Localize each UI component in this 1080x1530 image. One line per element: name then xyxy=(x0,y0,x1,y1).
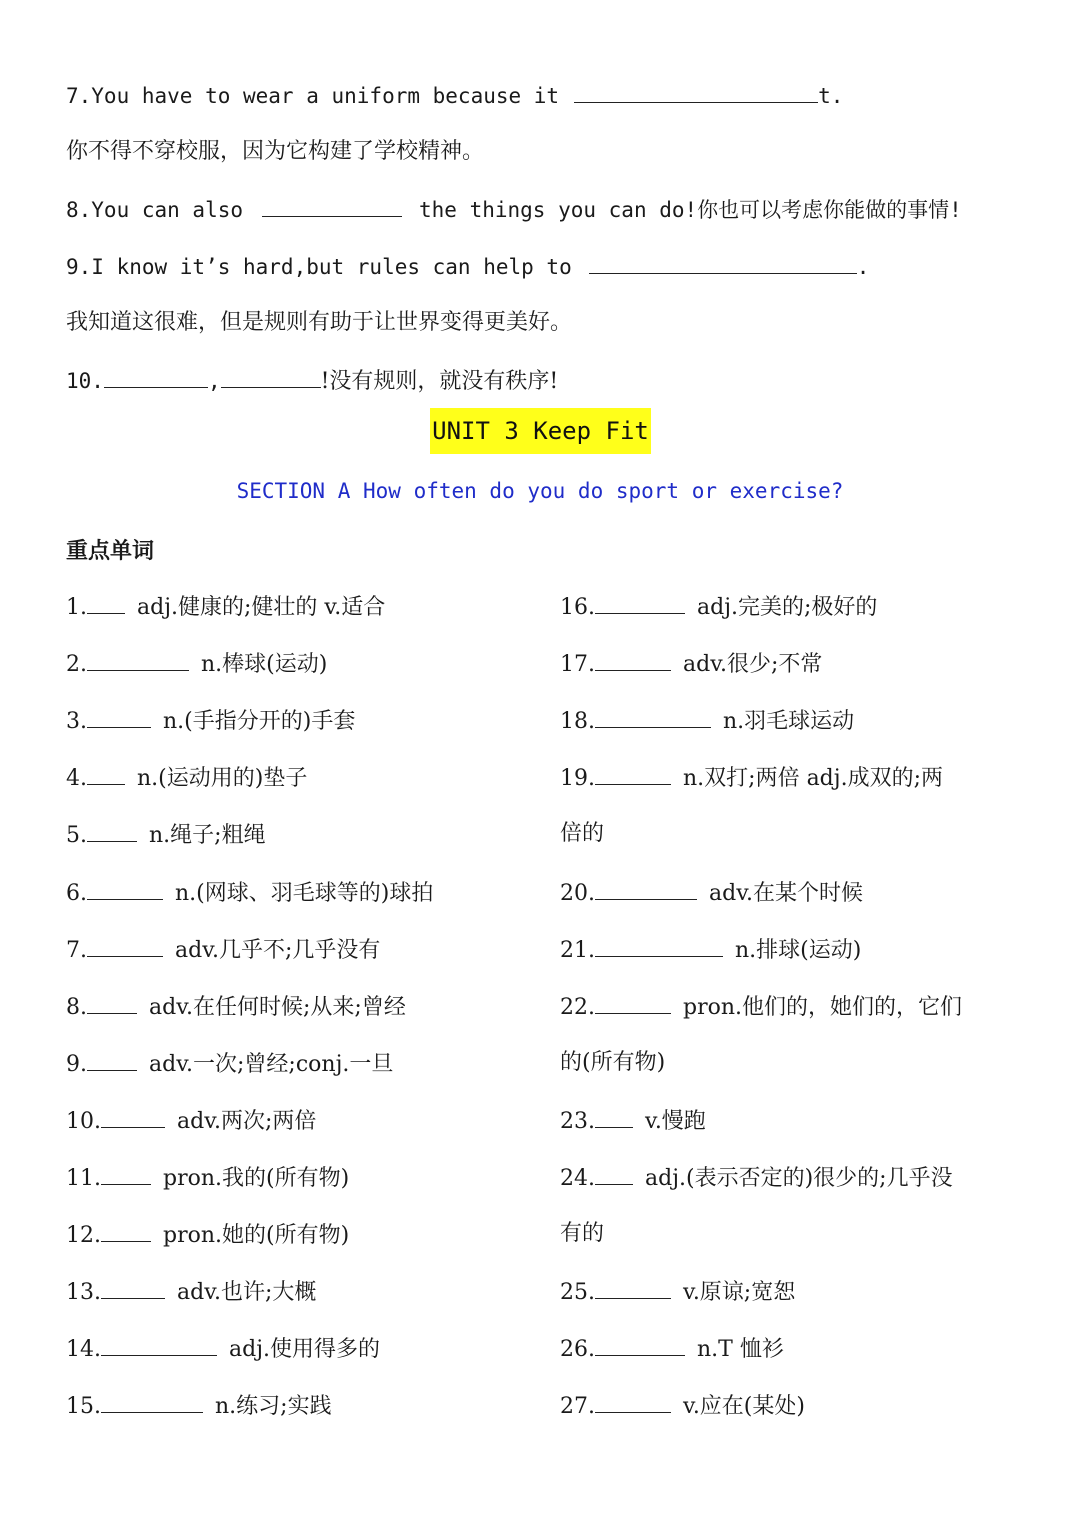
vocab-number: 1. xyxy=(66,595,87,620)
vocab-definition: v.应在(某处) xyxy=(683,1394,805,1420)
sentence-7 xyxy=(66,80,843,112)
vocab-item xyxy=(560,1276,795,1308)
vocab-item xyxy=(560,934,861,966)
vocab-number: 21. xyxy=(560,937,595,963)
vocab-item xyxy=(560,1105,706,1137)
answer-blank[interactable] xyxy=(595,1390,671,1413)
vocab-number: 11. xyxy=(66,1166,101,1191)
vocab-item xyxy=(66,1048,393,1080)
vocab-number: 18. xyxy=(560,709,595,735)
vocab-number: 13. xyxy=(66,1280,101,1306)
vocab-number: 19. xyxy=(560,766,595,792)
vocab-item xyxy=(560,877,863,909)
vocab-item xyxy=(66,1219,349,1251)
sentence-10 xyxy=(66,365,558,397)
vocab-definition: pron.他们的，她们的，它们 xyxy=(683,994,963,1020)
answer-blank[interactable] xyxy=(101,1276,165,1299)
vocab-item xyxy=(66,1162,349,1194)
vocab-number: 5. xyxy=(66,823,87,849)
vocab-item xyxy=(66,819,266,851)
vocab-item xyxy=(560,705,854,737)
vocab-heading: 重点单词 xyxy=(66,539,155,564)
vocab-number: 15. xyxy=(66,1394,101,1420)
answer-blank[interactable] xyxy=(595,1105,633,1128)
vocab-definition-continued: 有的 xyxy=(560,1221,605,1247)
vocab-item xyxy=(66,648,327,680)
answer-blank[interactable] xyxy=(595,991,671,1014)
answer-blank[interactable] xyxy=(595,934,723,957)
sentence-7-translation: 你不得不穿校服，因为它构建了学校精神。 xyxy=(66,139,485,164)
answer-blank[interactable] xyxy=(87,819,137,842)
vocab-definition: n.练习;实践 xyxy=(215,1394,332,1420)
sentence-9-prefix: 9.I know it’s hard,but rules can help to xyxy=(66,255,572,279)
answer-blank[interactable] xyxy=(595,705,711,728)
vocab-number: 9. xyxy=(66,1051,87,1077)
answer-blank[interactable] xyxy=(262,194,402,217)
answer-blank[interactable] xyxy=(595,877,697,900)
answer-blank[interactable] xyxy=(87,877,163,900)
sentence-10-suffix: !没有规则，就没有秩序! xyxy=(320,369,559,394)
sentence-7-prefix: 7.You have to wear a uniform because it xyxy=(66,84,560,108)
vocab-definition: n.(手指分开的)手套 xyxy=(163,709,356,735)
answer-blank[interactable] xyxy=(595,648,671,671)
sentence-10-prefix: 10. xyxy=(66,369,104,393)
sentence-7-suffix: t. xyxy=(818,84,844,108)
answer-blank[interactable] xyxy=(101,1333,217,1356)
vocab-definition: n.排球(运动) xyxy=(735,937,862,963)
vocab-item xyxy=(560,648,822,680)
vocab-definition: adj.健康的;健壮的 v.适合 xyxy=(137,595,386,620)
vocab-number: 6. xyxy=(66,880,87,906)
vocab-number: 16. xyxy=(560,595,595,620)
vocab-item xyxy=(560,1333,784,1365)
answer-blank[interactable] xyxy=(101,1162,151,1185)
vocab-item xyxy=(560,1162,953,1194)
vocab-number: 24. xyxy=(560,1166,595,1191)
sentence-10-comma: , xyxy=(207,369,221,393)
vocab-definition: n.双打;两倍 adj.成双的;两 xyxy=(683,766,943,792)
vocab-definition: adv.两次;两倍 xyxy=(177,1108,317,1134)
vocab-definition: n.(运动用的)垫子 xyxy=(137,766,308,792)
answer-blank[interactable] xyxy=(87,762,125,785)
answer-blank[interactable] xyxy=(87,1048,137,1071)
vocab-item xyxy=(66,1105,316,1137)
vocab-number: 8. xyxy=(66,994,87,1020)
vocab-item xyxy=(560,991,962,1023)
vocab-number: 23. xyxy=(560,1108,595,1134)
vocab-definition: adj.完美的;极好的 xyxy=(697,595,878,620)
vocab-number: 20. xyxy=(560,880,595,906)
vocab-number: 12. xyxy=(66,1223,101,1249)
vocab-item xyxy=(66,705,355,737)
answer-blank[interactable] xyxy=(595,1276,671,1299)
vocab-definition: v.慢跑 xyxy=(645,1108,706,1134)
vocab-definition: v.原谅;宽恕 xyxy=(683,1280,796,1306)
vocab-definition: adv.在任何时候;从来;曾经 xyxy=(149,994,406,1020)
answer-blank[interactable] xyxy=(101,1105,165,1128)
answer-blank[interactable] xyxy=(595,1162,633,1185)
vocab-definition: adj.使用得多的 xyxy=(229,1337,381,1363)
vocab-number: 26. xyxy=(560,1337,595,1363)
vocab-item xyxy=(66,1333,380,1365)
vocab-number: 10. xyxy=(66,1108,101,1134)
vocab-definition: n.(网球、羽毛球等的)球拍 xyxy=(175,880,434,906)
vocab-item xyxy=(66,1276,316,1308)
vocab-definition: adj.(表示否定的)很少的;几乎没 xyxy=(645,1166,953,1191)
vocab-number: 7. xyxy=(66,937,87,963)
sentence-8-prefix: 8.You can also xyxy=(66,198,244,222)
vocab-item xyxy=(66,591,385,623)
vocab-definition: n.羽毛球运动 xyxy=(723,709,855,735)
vocab-definition: adv.也许;大概 xyxy=(177,1280,317,1306)
vocab-item xyxy=(66,991,406,1023)
vocab-definition: adv.很少;不常 xyxy=(683,652,823,678)
vocab-item xyxy=(66,1390,332,1422)
answer-blank[interactable] xyxy=(589,251,857,274)
sentence-9 xyxy=(66,251,869,283)
vocab-definition: pron.她的(所有物) xyxy=(163,1223,350,1249)
vocab-definition-continued: 的(所有物) xyxy=(560,1049,666,1075)
vocab-number: 22. xyxy=(560,994,595,1020)
answer-blank[interactable] xyxy=(221,365,321,388)
vocab-definition: n.棒球(运动) xyxy=(201,652,328,678)
answer-blank[interactable] xyxy=(595,591,685,614)
sentence-8 xyxy=(66,194,962,226)
vocab-definition: adv.在某个时候 xyxy=(709,880,864,906)
answer-blank[interactable] xyxy=(101,1219,151,1242)
vocab-item xyxy=(66,934,380,966)
answer-blank[interactable] xyxy=(595,1333,685,1356)
sentence-9-translation: 我知道这很难，但是规则有助于让世界变得更美好。 xyxy=(66,310,573,335)
answer-blank[interactable] xyxy=(104,365,208,388)
vocab-item xyxy=(66,762,307,794)
answer-blank[interactable] xyxy=(595,762,671,785)
vocab-definition: n.T 恤衫 xyxy=(697,1337,784,1363)
answer-blank[interactable] xyxy=(574,80,818,103)
vocab-item xyxy=(560,1390,805,1422)
answer-blank[interactable] xyxy=(87,934,163,957)
vocab-item xyxy=(560,591,877,623)
vocab-number: 17. xyxy=(560,652,595,678)
answer-blank[interactable] xyxy=(87,991,137,1014)
vocab-definition: adv.几乎不;几乎没有 xyxy=(175,937,381,963)
vocab-definition: pron.我的(所有物) xyxy=(163,1166,350,1191)
vocab-number: 14. xyxy=(66,1337,101,1363)
unit-title: UNIT 3 Keep Fit xyxy=(430,408,651,454)
vocab-definition: adv.一次;曾经;conj.一旦 xyxy=(149,1051,394,1077)
vocab-item xyxy=(66,877,433,909)
vocab-item xyxy=(560,762,943,794)
sentence-9-suffix: . xyxy=(856,255,870,279)
vocab-number: 3. xyxy=(66,709,87,735)
vocab-definition-continued: 倍的 xyxy=(560,821,605,847)
vocab-number: 25. xyxy=(560,1280,595,1306)
vocab-number: 27. xyxy=(560,1394,595,1420)
vocab-definition: n.绳子;粗绳 xyxy=(149,823,266,849)
answer-blank[interactable] xyxy=(87,648,189,671)
section-title: SECTION A How often do you do sport or exercise? xyxy=(236,479,844,503)
vocab-number: 4. xyxy=(66,766,87,792)
sentence-8-suffix: the things you can do!你也可以考虑你能做的事情! xyxy=(419,198,962,222)
answer-blank[interactable] xyxy=(87,705,151,728)
vocab-number: 2. xyxy=(66,652,87,678)
answer-blank[interactable] xyxy=(101,1390,203,1413)
answer-blank[interactable] xyxy=(87,591,125,614)
